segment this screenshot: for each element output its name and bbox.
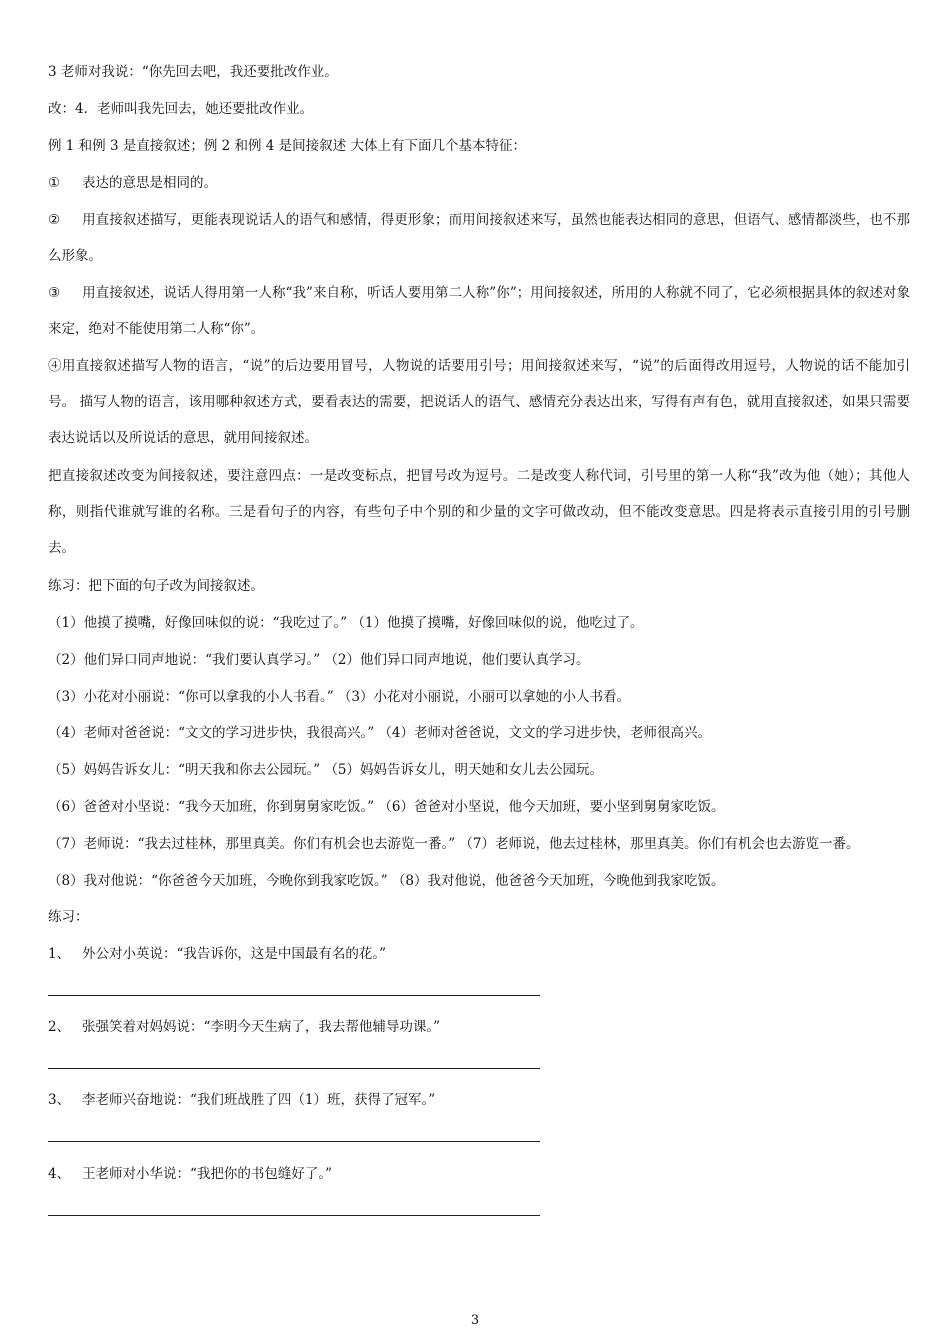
question-number: 3、 [48, 1092, 71, 1108]
question-text: 张强笑着对妈妈说：“李明今天生病了，我去帮他辅导功课。” [82, 1019, 441, 1035]
conversion-rules-paragraph: 把直接叙述改变为间接叙述，要注意四点：一是改变标点，把冒号改为逗号。二是改变人称代词，引号里的第一人称“我”改为他（她）；其他人称，则指代谁就写谁的名称。三是看句子的内容，有些句子中个别的和少量的文字可做改动，但不能改变意思。四是将表示直接引用的引号删去。 [48, 468, 910, 556]
feature-3 [48, 275, 910, 347]
practice-question-2 [48, 1018, 910, 1036]
feature-number: ① [48, 175, 61, 191]
question-text: 李老师兴奋地说：“我们班战胜了四（1）班，获得了冠军。” [82, 1092, 436, 1108]
answer-line-1[interactable] [48, 995, 540, 996]
feature-4-paragraph: ④用直接叙述描写人物的语言，“说”的后边要用冒号，人物说的话要用引号；用间接叙述来写，“说”的后面得改用逗号，人物说的话不能加引号。 描写人物的语言，该用哪种叙述方式，要看表达的需要，把说话人的语气、感情充分表达出来，写得有声有色，就用直接叙述，如果只需要表达说话以及所说话的意思，就用间接叙述。 [48, 358, 910, 446]
example-item: （8）我对他说：“你爸爸今天加班，今晚你到我家吃饭。” （8）我对他说，他爸爸今天加班，今晚他到我家吃饭。 [48, 873, 725, 889]
feature-text: 用直接叙述，说话人得用第一人称“我”来自称，听话人要用第二人称”你”；用间接叙述，所用的人称就不同了，它必须根据具体的叙述对象来定，绝对不能使用第二人称“你”。 [48, 285, 910, 337]
exercise-title: 练习：把下面的句子改为间接叙述。 [48, 578, 264, 594]
question-number: 2、 [48, 1019, 71, 1035]
feature-text: 用直接叙述描写，更能表现说话人的语气和感情，得更形象；而用间接叙述来写，虽然也能表达相同的意思，但语气、感情都淡些，也不那么形象。 [48, 212, 910, 264]
question-number: 4、 [48, 1166, 71, 1182]
feature-number: ② [48, 212, 61, 228]
example-item: （1）他摸了摸嘴，好像回味似的说：“我吃过了。” （1）他摸了摸嘴，好像回味似的说，他吃过了。 [48, 615, 644, 631]
practice-question-4 [48, 1165, 910, 1183]
feature-text: 表达的意思是相同的。 [82, 175, 217, 191]
practice-question-3 [48, 1091, 910, 1109]
feature-number: ③ [48, 285, 61, 301]
feature-2 [48, 202, 910, 274]
example-item: （6）爸爸对小坚说：“我今天加班，你到舅舅家吃饭。” （6）爸爸对小坚说，他今天加班，要小坚到舅舅家吃饭。 [48, 799, 725, 815]
practice-question-1 [48, 945, 910, 963]
example-item: （3）小花对小丽说：“你可以拿我的小人书看。” （3）小花对小丽说，小丽可以拿她的小人书看。 [48, 689, 631, 705]
example-item: （4）老师对爸爸说：“文文的学习进步快，我很高兴。” （4）老师对爸爸说，文文的学习进步快，老师很高兴。 [48, 725, 712, 741]
question-number: 1、 [48, 946, 71, 962]
answer-line-4[interactable] [48, 1215, 540, 1216]
example-item: （2）他们异口同声地说：“我们要认真学习。” （2）他们异口同声地说，他们要认真学习。 [48, 652, 590, 668]
answer-line-2[interactable] [48, 1068, 540, 1069]
question-text: 王老师对小华说：“我把你的书包缝好了。” [82, 1166, 333, 1182]
example-3-line: 3 老师对我说：“你先回去吧，我还要批改作业。 [48, 64, 338, 80]
feature-1 [48, 165, 910, 201]
practice-title: 练习： [48, 909, 89, 925]
features-intro-line: 例 1 和例 3 是直接叙述；例 2 和例 4 是间接叙述 大体上有下面几个基本特征： [48, 138, 526, 154]
question-text: 外公对小英说：“我告诉你，这是中国最有名的花。” [82, 946, 387, 962]
page-number: 3 [470, 1313, 480, 1328]
example-item: （5）妈妈告诉女儿：“明天我和你去公园玩。” （5）妈妈告诉女儿，明天她和女儿去公园玩。 [48, 762, 604, 778]
revision-4-line: 改：4．老师叫我先回去，她还要批改作业。 [48, 101, 314, 117]
example-item: （7）老师说：“我去过桂林，那里真美。你们有机会也去游览一番。” （7）老师说，他去过桂林，那里真美。你们有机会也去游览一番。 [48, 836, 860, 852]
answer-line-3[interactable] [48, 1141, 540, 1142]
